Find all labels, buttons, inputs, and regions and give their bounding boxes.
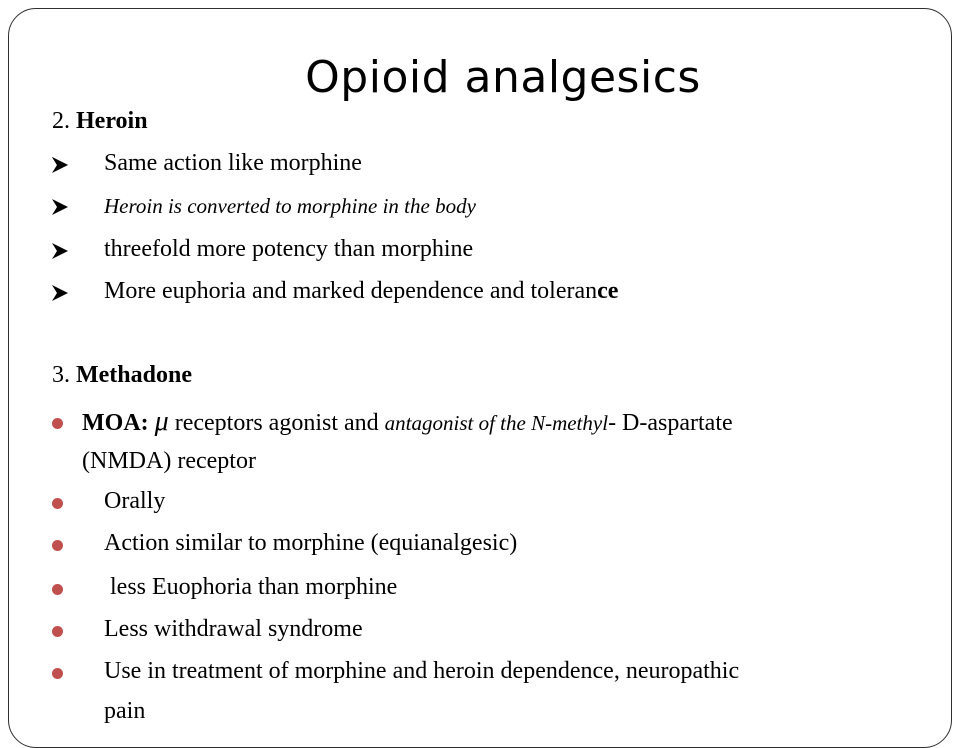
heroin-bullet-text: Heroin is converted to morphine in the body (104, 194, 476, 218)
methadone-bullet-text: pain (104, 698, 146, 724)
arrow-bullet-icon (50, 283, 70, 303)
heroin-bullet-text: Same action like morphine (104, 150, 362, 176)
heroin-name: Heroin (76, 108, 148, 134)
bullet-dot-icon (52, 584, 63, 595)
bullet-dot-icon (52, 418, 63, 429)
methadone-number: 3. (52, 362, 70, 388)
moa-text-2: antagonist of the N-methyl (384, 411, 609, 435)
heroin-bullet-text-bold: ce (597, 278, 619, 304)
heroin-bullet-text: threefold more potency than morphine (104, 236, 474, 262)
slide-title: Opioid analgesics (305, 52, 701, 103)
mu-symbol: μ (154, 406, 169, 437)
heroin-bullet-text-main: More euphoria and marked dependence and toleran (104, 278, 598, 304)
heroin-bullet-text (104, 278, 618, 305)
methadone-bullet-text: Less withdrawal syndrome (104, 616, 363, 642)
methadone-bullet-text: less Euophoria than morphine (104, 574, 398, 600)
bullet-dot-icon (52, 626, 63, 637)
moa-text-1: receptors agonist and (168, 410, 385, 436)
arrow-bullet-icon (50, 197, 70, 217)
moa-line (82, 406, 733, 438)
methadone-bullet-text: Orally (104, 488, 166, 514)
bullet-dot-icon (52, 498, 63, 509)
heroin-heading (52, 108, 148, 135)
methadone-name: Methadone (76, 362, 192, 388)
moa-line-2: (NMDA) receptor (82, 448, 256, 474)
methadone-bullet-text: Use in treatment of morphine and heroin dependence, neuropathic (104, 658, 740, 684)
bullet-dot-icon (52, 668, 63, 679)
moa-text-3: - D-aspartate (608, 410, 733, 436)
arrow-bullet-icon (50, 241, 70, 261)
heroin-number: 2. (52, 108, 70, 134)
methadone-bullet-text: Action similar to morphine (equianalgesic) (104, 530, 518, 556)
arrow-bullet-icon (50, 155, 70, 175)
methadone-heading (52, 362, 192, 389)
bullet-dot-icon (52, 540, 63, 551)
moa-label: MOA: (82, 410, 149, 436)
